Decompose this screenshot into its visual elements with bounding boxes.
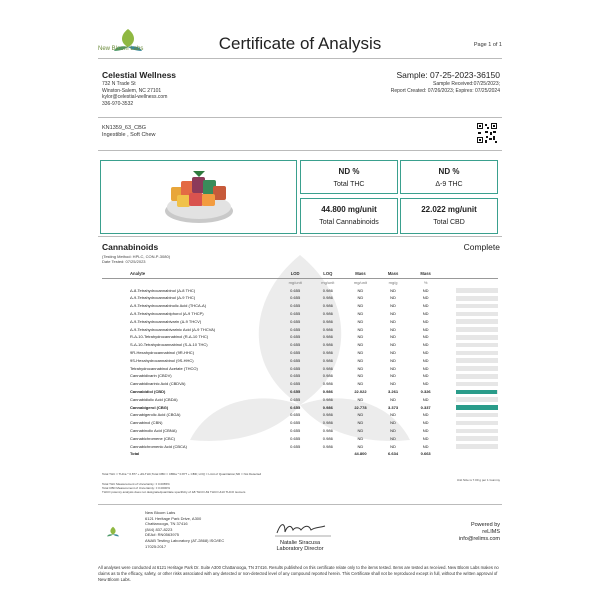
- table-row: [102, 427, 498, 435]
- footer-logo-icon: [100, 522, 126, 542]
- lod-cell: [279, 450, 312, 458]
- sample-info: [391, 81, 500, 94]
- lod-cell: 0.655: [290, 342, 301, 348]
- mass-percent-cell: ND: [422, 334, 429, 340]
- mass-mg-unit-cell: ND: [357, 342, 364, 348]
- page-title: Certificate of Analysis: [218, 34, 382, 53]
- batch-code: KN1359_63_CBG: [102, 125, 147, 131]
- result-bar: [456, 358, 498, 363]
- table-row: [102, 294, 498, 302]
- column-header: Mass: [344, 270, 377, 278]
- lod-cell: 0.655: [290, 326, 301, 332]
- analyte-cell: Cannabinol (CBN): [130, 420, 163, 426]
- loq-cell: 0.986: [322, 349, 333, 355]
- date-tested: Date Tested: 07/25/2023: [102, 259, 146, 264]
- table-row: [102, 388, 498, 396]
- loq-cell: [311, 450, 344, 458]
- sample-report: Report Created: 07/26/2023; Expires: 07/25/2024: [390, 87, 500, 94]
- powered-email[interactable]: info@relims.com: [458, 536, 500, 542]
- lod-cell: 0.655: [290, 287, 301, 293]
- unit-cell: %: [423, 279, 428, 285]
- table-row: [102, 443, 498, 451]
- mass-mg-g-cell: ND: [390, 349, 396, 355]
- analyte-cell: R-Δ-10-Tetrahydrocannabinol (R-Δ-10 THC): [130, 334, 209, 340]
- lod-cell: 0.655: [290, 381, 301, 387]
- stat-label: Total THC: [333, 181, 365, 188]
- stat-total-cbd: [400, 198, 498, 234]
- mass-mg-unit-cell: 22.778: [354, 404, 367, 410]
- batch-info: [102, 125, 156, 139]
- mass-mg-unit-cell: ND: [357, 443, 364, 449]
- result-bar: [456, 335, 498, 340]
- column-header: LOQ: [311, 270, 344, 278]
- page-number: Page 1 of 1: [473, 42, 502, 48]
- mass-percent-cell: ND: [422, 326, 429, 332]
- mass-mg-unit-cell: ND: [357, 373, 364, 379]
- table-row: [102, 287, 498, 295]
- lod-cell: 0.655: [290, 373, 301, 379]
- table-row: [102, 404, 498, 412]
- unit-cell: mg/g: [388, 279, 398, 285]
- mass-mg-g-cell: 3.373: [388, 404, 399, 410]
- mass-percent-cell: ND: [422, 443, 429, 449]
- mass-mg-unit-cell: ND: [357, 349, 364, 355]
- result-bar: [456, 444, 498, 449]
- client-phone: 336-970-3532: [102, 100, 134, 107]
- client-divider: [98, 117, 502, 118]
- analyte-cell: 9R-Hexahydrocannabinol (9R-HHC): [130, 349, 195, 355]
- mass-percent-cell: ND: [422, 381, 429, 387]
- client-name: Celestial Wellness: [102, 70, 177, 80]
- mass-mg-unit-cell: ND: [357, 303, 364, 309]
- mass-percent-cell: ND: [422, 349, 429, 355]
- table-row: [102, 411, 498, 419]
- result-bar: [456, 327, 498, 332]
- stat-label: Total CBD: [433, 219, 465, 226]
- lod-cell: 0.655: [290, 443, 301, 449]
- mass-mg-unit-cell: ND: [357, 381, 364, 387]
- table-header-row: [102, 270, 498, 278]
- mass-mg-unit-cell: ND: [357, 334, 364, 340]
- testing-method: (Testing Method: HPLC, CON-P-3080): [102, 254, 171, 259]
- loq-cell: 0.986: [322, 295, 333, 301]
- column-header: LOD: [279, 270, 312, 278]
- result-bar: [456, 421, 498, 426]
- lod-cell: 0.655: [290, 349, 301, 355]
- lod-cell: 0.655: [290, 334, 301, 340]
- lod-cell: 0.655: [290, 412, 301, 418]
- sample-received: Sample Received:07/25/2023;: [433, 81, 500, 87]
- mass-percent-cell: ND: [422, 412, 429, 418]
- table-row: [102, 380, 498, 388]
- result-bar: [456, 413, 498, 418]
- footer-divider: [98, 504, 502, 505]
- analyte-cell: Cannabigerol (CBG): [130, 404, 169, 410]
- mass-mg-g-cell: ND: [390, 412, 396, 418]
- mass-mg-g-cell: ND: [390, 334, 396, 340]
- mass-percent-cell: ND: [422, 357, 429, 363]
- table-row: [102, 349, 498, 357]
- result-bar-fill: [456, 390, 497, 395]
- mass-mg-g-cell: ND: [390, 287, 396, 293]
- mass-percent-cell: ND: [422, 427, 429, 433]
- mass-percent-cell: ND: [422, 310, 429, 316]
- signature-icon: [273, 518, 333, 538]
- powered-label: Powered by: [470, 522, 500, 528]
- analyte-cell: Δ-8-Tetrahydrocannabinol (Δ-8 THC): [130, 287, 196, 293]
- mass-percent-cell: 0.663: [420, 451, 431, 457]
- product-photo-frame: [100, 160, 297, 234]
- lod-cell: 0.655: [290, 303, 301, 309]
- lab-name: New Bloom Labs: [145, 510, 176, 515]
- unit-size: Unit Size is 7.00 g per 1 Gummy: [456, 478, 500, 482]
- mass-mg-g-cell: ND: [390, 381, 396, 387]
- gummies-photo-icon: [163, 167, 235, 227]
- analyte-cell: Total: [130, 451, 140, 457]
- sample-id: Sample: 07-25-2023-36150: [396, 70, 500, 80]
- table-row: [102, 357, 498, 365]
- mass-mg-g-cell: ND: [390, 373, 396, 379]
- batch-matrix: Ingestible , Soft Chew: [102, 132, 156, 138]
- mass-percent-cell: ND: [422, 303, 429, 309]
- result-bar: [456, 374, 498, 379]
- lod-cell: 0.655: [290, 295, 301, 301]
- table-row: [102, 372, 498, 380]
- result-bar: [456, 397, 498, 402]
- lod-cell: 0.655: [290, 396, 301, 402]
- lab-address: [145, 510, 224, 549]
- stat-value: ND %: [438, 167, 460, 176]
- result-bar: [456, 382, 498, 387]
- loq-cell: 0.986: [322, 342, 333, 348]
- lab-city: Chattanooga, TN 37416: [145, 521, 188, 527]
- lab-accreditation: ANAB Testing Laboratory (AT-2868) ISO/IEC: [145, 537, 225, 543]
- table-row: [102, 365, 498, 373]
- mass-percent-cell: ND: [422, 318, 429, 324]
- client-address2: Winston-Salem, NC 27101: [102, 87, 162, 94]
- result-bar: [456, 436, 498, 441]
- loq-cell: 0.986: [322, 310, 333, 316]
- analyte-cell: Tetrahydrocannabinol Acetate (THCO): [130, 365, 198, 371]
- result-bar: [456, 304, 498, 309]
- analyte-cell: Cannabidiolic Acid (CBDA): [130, 396, 178, 402]
- section-title: Cannabinoids: [102, 242, 159, 252]
- loq-cell: 0.986: [322, 334, 333, 340]
- header-divider: [98, 58, 502, 59]
- powered-by: [459, 522, 500, 543]
- analyte-cell: Cannabigerolic Acid (CBGA): [130, 412, 181, 418]
- lod-cell: 0.655: [290, 318, 301, 324]
- mass-percent-cell: ND: [422, 342, 429, 348]
- table-row: [102, 450, 498, 458]
- analyte-cell: Cannabinolic Acid (CBNA): [130, 427, 177, 433]
- mass-mg-unit-cell: ND: [357, 357, 364, 363]
- stat-total-thc: [300, 160, 398, 194]
- unit-cell: mg/unit: [353, 279, 367, 285]
- lod-cell: 0.655: [290, 420, 301, 426]
- mass-mg-g-cell: ND: [390, 295, 396, 301]
- analyte-cell: Cannabidivarinic Acid (CBDVA): [130, 381, 186, 387]
- lab-phone: (844) 837-8223: [145, 526, 173, 532]
- loq-cell: 0.986: [322, 373, 333, 379]
- mass-percent-cell: ND: [422, 435, 429, 441]
- mass-mg-unit-cell: ND: [357, 396, 364, 402]
- mass-mg-g-cell: ND: [390, 357, 396, 363]
- mass-percent-cell: ND: [422, 295, 429, 301]
- result-bar: [456, 288, 498, 293]
- mass-percent-cell: 0.337: [420, 404, 431, 410]
- table-row: [102, 326, 498, 334]
- powered-name: reLIMS: [482, 529, 500, 535]
- mass-percent-cell: ND: [422, 287, 429, 293]
- result-bar: [456, 296, 498, 301]
- loq-cell: 0.986: [322, 412, 333, 418]
- mass-mg-unit-cell: 22.022: [354, 388, 367, 394]
- table-row: [102, 318, 498, 326]
- table-row: [102, 435, 498, 443]
- disclaimer: All analyses were conducted at 6121 Heritage Park Dr. Suite A300 Chattanooga, TN 37416. Results published on this certificate relate only to the items tested. Items are tested as received. New Bloom Labs makes no claims as to the efficacy, safety, or other risks associated with any detected or non-detected level of any compound reported herein. This Certificate shall not be reproduced except in full, without the written approval of New Bloom Labs.: [98, 565, 499, 582]
- result-bar-fill: [456, 405, 498, 410]
- unit-cell: mg/unit: [288, 279, 302, 285]
- footnote-cbd-uncertainty: Total CBD Measurement of Uncertainty: ± 0.0000%: [102, 486, 171, 490]
- lab-street: 6121 Heritage Park Drive, A300: [145, 515, 202, 521]
- client-email: kylor@celestial-wellness.com: [102, 94, 168, 100]
- result-bar: [456, 390, 498, 395]
- column-header: Analyte: [102, 270, 279, 278]
- analyte-cell: Cannabidivarin (CBDV): [130, 373, 172, 379]
- loq-cell: 0.986: [322, 404, 333, 410]
- lab-logo-text: New Bloom Labs: [98, 46, 144, 52]
- loq-cell: 0.986: [322, 420, 333, 426]
- signer: [240, 540, 360, 552]
- lab-iso: 17025:2017: [145, 543, 167, 549]
- analyte-cell: Δ-9-Tetrahydrocannabinol (Δ-9 THC): [130, 295, 196, 301]
- loq-cell: 0.986: [322, 357, 333, 363]
- loq-cell: 0.986: [322, 388, 333, 394]
- table-row: [102, 419, 498, 427]
- mass-percent-cell: ND: [422, 420, 429, 426]
- table-row: [102, 310, 498, 318]
- loq-cell: 0.986: [322, 435, 333, 441]
- mass-percent-cell: ND: [422, 365, 429, 371]
- result-bar: [456, 343, 498, 348]
- lab-dea: DEA#: RN0563975: [145, 532, 180, 538]
- stat-total-cannabinoids: [300, 198, 398, 234]
- analyte-cell: Δ-9-Tetrahydrocannabiphorol (Δ-9 THCP): [130, 310, 204, 316]
- table-row: [102, 396, 498, 404]
- footnote-thco: THCO potency analysis does not designate/quantitate specificity of Δ8 THCO Δ9 THCO Δ10 THCO isomers: [102, 490, 246, 494]
- mass-mg-g-cell: 3.261: [388, 388, 399, 394]
- unit-cell: mg/unit: [321, 279, 335, 285]
- lod-cell: 0.655: [290, 357, 301, 363]
- analyte-cell: Δ-9-Tetrahydrocannabivarinic Acid (Δ-9 THCVA): [130, 326, 216, 332]
- stat-delta9-thc: [400, 160, 498, 194]
- units-row: [102, 278, 498, 286]
- signer-title: Laboratory Director: [276, 546, 324, 552]
- mass-percent-cell: ND: [422, 396, 429, 402]
- result-bar: [456, 312, 498, 317]
- analyte-cell: 9S-Hexahydrocannabinol (9S-HHC): [130, 357, 194, 363]
- mass-mg-g-cell: ND: [390, 435, 396, 441]
- table-row: [102, 333, 498, 341]
- lod-cell: 0.655: [290, 404, 301, 410]
- loq-cell: 0.986: [322, 303, 333, 309]
- result-bar: [456, 351, 498, 356]
- loq-cell: 0.986: [322, 365, 333, 371]
- mass-mg-g-cell: 6.634: [388, 451, 399, 457]
- stat-value: ND %: [338, 167, 360, 176]
- column-header: Mass: [409, 270, 442, 278]
- mass-mg-unit-cell: ND: [357, 310, 364, 316]
- table-row: [102, 302, 498, 310]
- mass-mg-g-cell: ND: [390, 427, 396, 433]
- analyte-cell: Cannabichromenic Acid (CBCA): [130, 443, 187, 449]
- lod-cell: 0.655: [290, 427, 301, 433]
- result-bar: [456, 405, 498, 410]
- stat-value: 44.800 mg/unit: [321, 205, 377, 214]
- mass-mg-unit-cell: ND: [357, 435, 364, 441]
- result-bar: [456, 366, 498, 371]
- lod-cell: 0.655: [290, 435, 301, 441]
- batch-divider: [98, 150, 502, 151]
- stats-divider: [98, 236, 502, 237]
- stat-value: 22.022 mg/unit: [421, 205, 477, 214]
- analyte-cell: Cannabichromene (CBC): [130, 435, 175, 441]
- signer-name: Natalie Siracusa: [279, 540, 321, 546]
- loq-cell: 0.986: [322, 326, 333, 332]
- status-badge: Complete: [463, 242, 500, 252]
- mass-percent-cell: 0.326: [420, 388, 431, 394]
- loq-cell: 0.986: [322, 318, 333, 324]
- qr-code-icon[interactable]: [476, 122, 498, 144]
- column-header: Mass: [377, 270, 410, 278]
- mass-mg-unit-cell: ND: [357, 295, 364, 301]
- mass-mg-unit-cell: ND: [357, 427, 364, 433]
- mass-mg-g-cell: ND: [390, 396, 396, 402]
- footnote-thc-uncertainty: Total THC Measurement of Uncertainty: ± 0.0065%: [102, 482, 170, 486]
- loq-cell: 0.986: [322, 287, 333, 293]
- table-body: [102, 287, 498, 459]
- mass-mg-unit-cell: 44.800: [354, 451, 367, 457]
- stat-label: Δ-9 THC: [435, 181, 463, 188]
- result-bar: [456, 429, 498, 434]
- table-row: [102, 341, 498, 349]
- mass-mg-g-cell: ND: [390, 318, 396, 324]
- loq-cell: 0.986: [322, 381, 333, 387]
- loq-cell: 0.986: [322, 443, 333, 449]
- analyte-cell: Cannabidiol (CBD): [130, 388, 166, 394]
- mass-mg-g-cell: ND: [390, 420, 396, 426]
- analyte-cell: S-Δ-10-Tetrahydrocannabinol (S-Δ-10 THC): [130, 342, 208, 348]
- stat-label: Total Cannabinoids: [319, 219, 379, 226]
- analyte-cell: Δ-9-Tetrahydrocannabivarin (Δ-9 THCV): [130, 318, 202, 324]
- loq-cell: 0.986: [322, 427, 333, 433]
- mass-mg-unit-cell: ND: [357, 318, 364, 324]
- mass-mg-unit-cell: ND: [357, 326, 364, 332]
- mass-percent-cell: ND: [422, 373, 429, 379]
- lod-cell: 0.655: [290, 388, 301, 394]
- lod-cell: 0.655: [290, 310, 301, 316]
- mass-mg-g-cell: ND: [390, 365, 396, 371]
- mass-mg-unit-cell: ND: [357, 420, 364, 426]
- footnote-totals: Total THC = THCa * 0.877 + Δ9-THC;Total CBD = CBDa * 0.877 + CBD; LOQ = Limit of Quantitation;ND = Not Detected: [102, 472, 262, 476]
- mass-mg-unit-cell: ND: [357, 365, 364, 371]
- mass-mg-g-cell: ND: [390, 310, 396, 316]
- mass-mg-g-cell: ND: [390, 326, 396, 332]
- client-info: [102, 81, 167, 107]
- mass-mg-g-cell: ND: [390, 443, 396, 449]
- analyte-cell: Δ-9-Tetrahydrocannabinolic Acid (THCA-A): [130, 303, 207, 309]
- mass-mg-g-cell: ND: [390, 303, 396, 309]
- lod-cell: 0.655: [290, 365, 301, 371]
- mass-mg-unit-cell: ND: [357, 287, 364, 293]
- client-address1: 732 N Trade St: [102, 81, 136, 87]
- loq-cell: 0.986: [322, 396, 333, 402]
- mass-mg-g-cell: ND: [390, 342, 396, 348]
- mass-mg-unit-cell: ND: [357, 412, 364, 418]
- cannabinoid-table: [102, 270, 498, 458]
- result-bar: [456, 319, 498, 324]
